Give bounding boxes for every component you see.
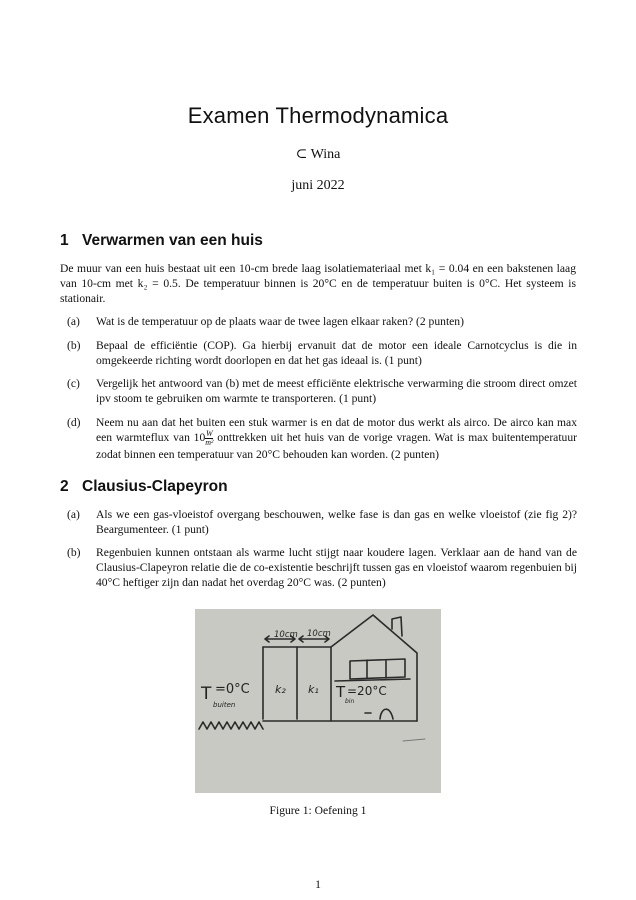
- dim-label-1: 10cm: [274, 630, 298, 640]
- question-text: Regenbuien kunnen ontstaan als warme lucht stijgt naar koudere lagen. Verklaar aan de hand van de Clausius-Clapeyron relatie die de co-existentie beschrijft tussen gas en vloeistof waarom regenbuien bij 40°C heftiger zijn dan nadat het overdag 20°C was. (2 punten): [96, 546, 577, 589]
- question-text: Als we een gas-vloeistof overgang beschouwen, welke fase is dan gas en welke vloeistof (zie fig 2)? Beargumenteer. (1 punt): [96, 508, 577, 536]
- wall-lines: [263, 647, 331, 721]
- question-text: Bepaal de efficiëntie (COP). Ga hierbij ervanuit dat de motor een ideale Carnotcyclus is die in omgekeerde richting wordt doorlopen en dat het gas ideaal is. (1 punt): [96, 339, 577, 367]
- question-2b: [67, 545, 577, 590]
- house-sketch-drawing: [195, 609, 441, 793]
- t-outside-symbol: T: [201, 684, 212, 704]
- section-1-intro: De muur van een huis bestaat uit een 10-cm brede laag isolatiemateriaal met k₁ = 0.04 en een bakstenen laag van 10-cm met k₂ = 0.5. De temperatuur binnen is 20°C en de temperatuur buiten is 0°C. Het systeem is stationair.: [60, 262, 576, 305]
- question-2a: [67, 507, 577, 537]
- question-1c: [67, 376, 577, 406]
- question-label: (a): [67, 508, 80, 521]
- section-2-title: Clausius-Clapeyron: [82, 478, 228, 495]
- t-inside-subscript: bin: [345, 698, 355, 705]
- floor-line: [335, 679, 410, 681]
- figure-caption: Figure 1: Oefening 1: [269, 804, 367, 817]
- faint-mark: [403, 739, 425, 741]
- section-1-title: Verwarmen van een huis: [82, 232, 263, 249]
- house-sketch-photo: [195, 609, 441, 793]
- question-label: (b): [67, 546, 81, 559]
- fraction-numerator: W: [206, 429, 213, 438]
- question-label: (c): [67, 377, 80, 390]
- t-inside-value: =20°C: [347, 684, 387, 698]
- section-2-heading: [60, 478, 228, 496]
- section-1-number: 1: [60, 232, 69, 249]
- question-text-part: Neem nu aan dat het buiten een stuk warmer is en dat de motor dus werkt als airco. De airco kan max een warmteflux van 10: [96, 416, 577, 445]
- question-text-part: onttrekken uit het huis van de vorige vragen. Wat is max buitentemperatuur zodat binnen een temperatuur van 20°C behouden kan worden. (2 punten): [96, 431, 578, 461]
- author: ⊂ Wina: [295, 147, 341, 162]
- question-text: [96, 415, 577, 462]
- date: juni 2022: [291, 178, 345, 193]
- question-1d: [67, 415, 577, 462]
- question-label: (a): [67, 315, 80, 328]
- ground-zigzag: [199, 722, 263, 729]
- t-inside-symbol: T: [336, 683, 346, 701]
- question-1a: [67, 314, 577, 329]
- door: [380, 709, 393, 719]
- question-label: (b): [67, 339, 81, 352]
- question-label: (d): [67, 416, 81, 429]
- roof: [331, 615, 417, 721]
- question-text: Wat is de temperatuur op de plaats waar de twee lagen elkaar raken? (2 punten): [96, 315, 464, 328]
- t-outside-value: =0°C: [215, 682, 250, 697]
- section-2-number: 2: [60, 478, 69, 495]
- fraction-denominator: m²: [205, 438, 214, 447]
- section-1-heading: [60, 232, 263, 250]
- page-number: 1: [315, 878, 321, 891]
- dim-label-2: 10cm: [307, 629, 331, 639]
- k2-label: k₂: [275, 683, 286, 696]
- windows: [350, 659, 405, 679]
- question-text: Vergelijk het antwoord van (b) met de meest efficiënte elektrische verwarming die stroom direct omzet ipv stoom te gebruiken om warmte te transporteren. (1 punt): [96, 377, 577, 405]
- t-outside-subscript: buiten: [213, 701, 236, 709]
- k1-label: k₁: [308, 683, 319, 696]
- question-1b: [67, 338, 577, 368]
- document-title: Examen Thermodynamica: [187, 103, 449, 128]
